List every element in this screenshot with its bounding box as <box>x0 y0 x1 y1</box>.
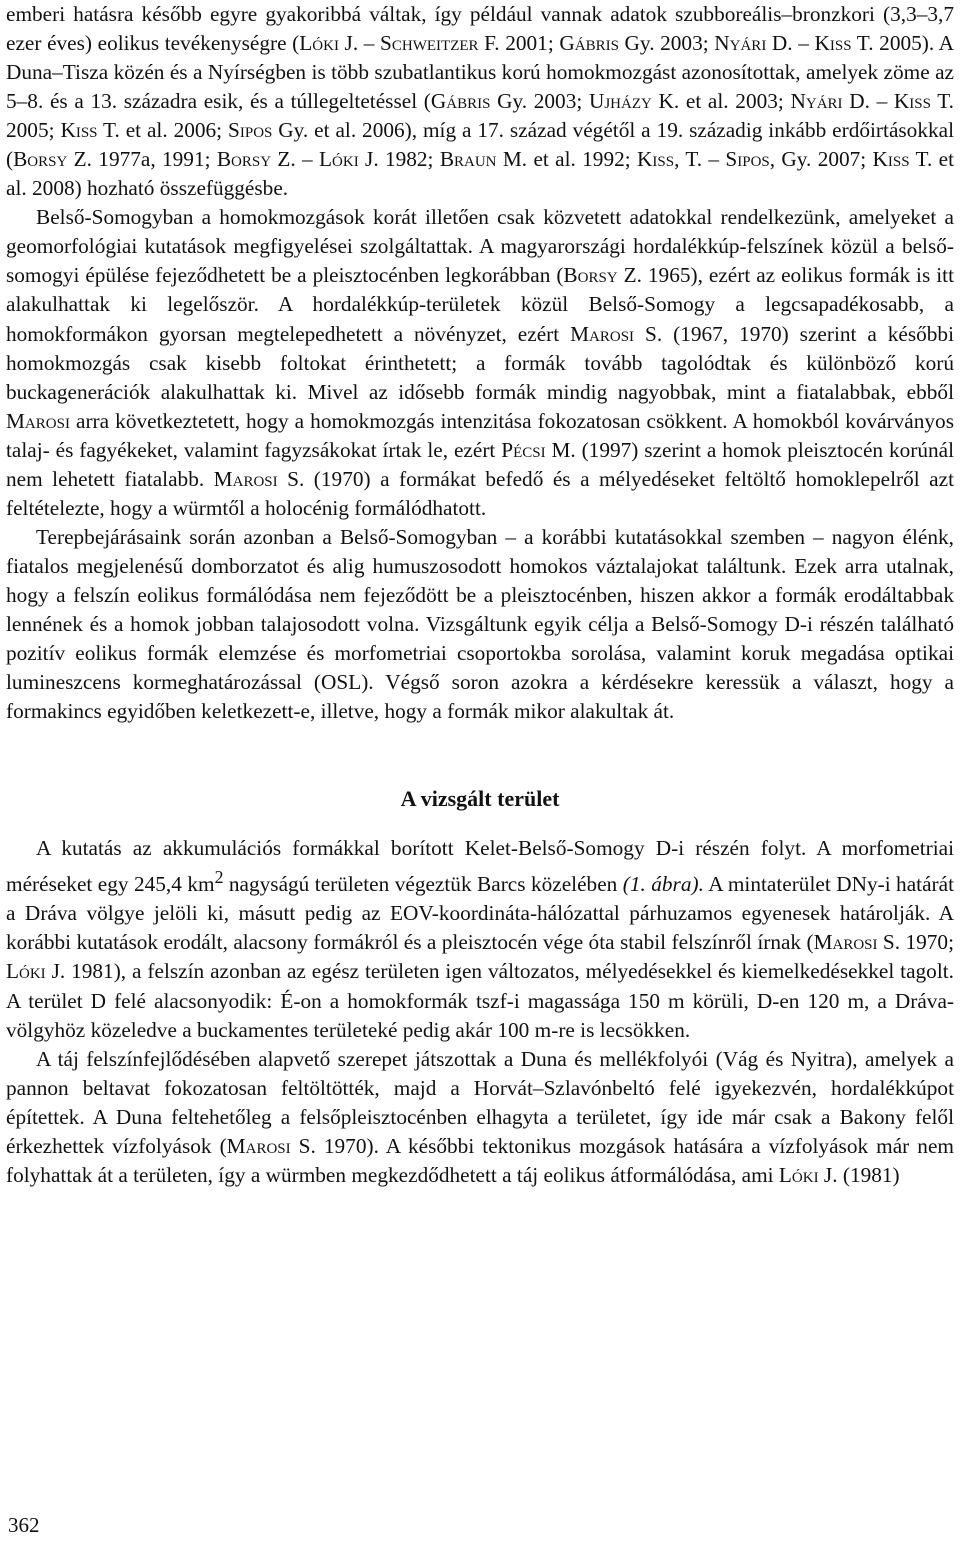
author-name: Nyári <box>790 89 843 114</box>
spacer <box>6 813 954 834</box>
text-run: T. 2005; <box>6 89 955 143</box>
paragraph <box>6 203 954 523</box>
text-run: , Gy. 2007; <box>769 147 873 172</box>
text-run: A táj felszínfejlődésében alapvető szerepet játszottak a Duna és mellékfolyói (Vág és Nyitra), amelyek a pannon beltavat fokozatosan feltöltötték, majd a Horvát–Szlavónbeltó felé igyekezvén, hordalékkúpot építettek. A Duna feltehetőleg a felsőpleisztocénben elhagyta a területet, így ide már csak a Bakony felől érkezhettek vízfolyások ( <box>6 1046 954 1158</box>
author-name: Sipos <box>725 147 770 172</box>
text-run: M. (1997) szerint a homok pleisztocén korúnál nem lehetett fiatalabb. <box>6 437 954 491</box>
paragraph <box>6 523 954 726</box>
author-name: Marosi <box>6 408 70 433</box>
author-name: Marosi <box>226 1133 291 1158</box>
author-name: Kiss <box>893 89 931 114</box>
text-run: S. 1970). A későbbi tektonikus mozgások hatására a vízfolyások már nem folyhattak át a területen, így a würmben megkezdődhetett a táj eolikus átformálódása, ami <box>6 1133 954 1187</box>
author-name: Pécsi <box>501 437 546 462</box>
text-run: Z. – <box>271 147 320 172</box>
author-name: Marosi <box>570 321 635 346</box>
text-run: T. et al. 2008) hozható összefüggésbe. <box>6 147 954 201</box>
author-name: Ujházy <box>588 89 652 114</box>
spacer <box>6 726 954 784</box>
text-run: Gy. 2003; <box>618 31 715 56</box>
text-run: J. 1982; <box>358 147 440 172</box>
text-run: D. – <box>842 89 894 114</box>
text-run: S. 1970; <box>877 930 955 955</box>
text-run: D. – <box>766 31 815 56</box>
author-name: Lóki <box>6 959 46 984</box>
author-name: Schweitzer <box>380 31 479 56</box>
author-name: Lóki <box>778 1162 819 1187</box>
text-run: Gy. et al. 2006), míg a 17. század végétől a 19. századig inkább erdőirtásokkal ( <box>6 118 954 172</box>
text-run: Z. 1977a, 1991; <box>67 147 217 172</box>
text-run: S. (1967, 1970) szerint a későbbi homokmozgás csak kisebb foltokat érinthetett; a formák tovább tagolódtak és különböző korú buckagenerációk alakulhattak ki. Mivel az idősebb formák mindig nagyobbak, mint a fiatalabbak, ebből <box>6 321 954 404</box>
figure-reference: (1. ábra). <box>622 872 704 897</box>
author-name: Lóki <box>299 31 339 56</box>
author-name: Gábris <box>430 89 491 114</box>
author-name: Sipos <box>228 118 273 143</box>
author-name: Kiss <box>60 118 98 143</box>
text-run: emberi hatásra később egyre gyakoribbá váltak, így például vannak adatok szubboreális–bronzkori (3,3–3,7 ezer éves) eolikus tevékenységre ( <box>6 2 954 56</box>
text-run: F. 2001; <box>478 31 560 56</box>
text-run: arra következtetett, hogy a homokmozgás intenzitása fokozatosan csökkent. A homokból kovárványos talaj- és fagyékeket, valamint fagyzsákokat írtak le, ezért <box>6 408 954 462</box>
paragraph <box>6 0 954 203</box>
author-name: Borsy <box>563 263 618 288</box>
paragraph <box>6 834 954 1044</box>
text-run: K. et al. 2003; <box>651 89 791 114</box>
page-number: 362 <box>8 1513 40 1537</box>
text-run: A kutatás az akkumulációs formákkal borított Kelet-Belső-Somogy D-i részén folyt. A morfometriai méréseket egy 245,4 km <box>6 836 954 897</box>
text-run: Belső-Somogyban a homokmozgások korát illetően csak közvetett adatokkal rendelkezünk, amelyeket a geomorfológiai kutatások megfigyelései szolgáltattak. A magyarországi hordalékkúp-felszínek közül a belső-somogyi épülése fejeződhetett be a pleisztocénben legkorábban ( <box>6 205 954 288</box>
author-name: Marosi <box>813 930 878 955</box>
author-name: Gábris <box>559 31 619 56</box>
text-run: J. (1981) <box>818 1162 900 1187</box>
author-name: Marosi <box>213 466 278 491</box>
author-name: Kiss <box>637 147 675 172</box>
author-name: Braun <box>439 147 497 172</box>
text-run: S. (1970) a formákat befedő és a mélyedéseket feltöltő homoklepelről azt feltételezte, hogy a würmtől a holocénig formálódhatott. <box>6 466 954 520</box>
text-run: Gy. 2003; <box>490 89 589 114</box>
text-run: J. 1981), a felszín azonban az egész területen igen változatos, mélyedésekkel és kiemelkedésekkel tagolt. A terület D felé alacsonyodik: É-on a homokformák tszf-i magassága 150 m körüli, D-en 120 m, a Dráva-völgyhöz közeledve a buckamentes területeké pedig akár 100 m-re is lecsökken. <box>6 959 954 1042</box>
author-name: Lóki <box>319 147 359 172</box>
author-name: Borsy <box>216 147 272 172</box>
paragraph <box>6 1045 954 1190</box>
article-page <box>6 0 954 1190</box>
text-run: T. et al. 2006; <box>97 118 229 143</box>
text-run: Z. 1965), ezért az eolikus formák is itt alakulhattak ki legelőször. A hordalékkúp-területek közül Belső-Somogy a legcsapadékosabb, a homokformákon gyorsan megtelepedhetett a növényzet, ezért <box>6 263 954 346</box>
text-run: A mintaterület DNy-i határát a Dráva völgye jelöli ki, másutt pedig az EOV-koordináta-hálózattal párhuzamos egyenesek határolják. A korábbi kutatások erodált, alacsony formákról és a pleisztocén vége óta stabil felszínről írnak ( <box>6 872 954 955</box>
text-run: T. 2005). A Duna–Tisza közén és a Nyírségben is több szubatlantikus korú homokmozgást azonosítottak, amelyek zöme az 5–8. és a 13. századra esik, és a túllegeltetéssel ( <box>6 31 955 114</box>
section-heading: A vizsgált terület <box>400 786 560 812</box>
text-run: nagyságú területen végeztük Barcs közelében <box>223 872 623 897</box>
author-name: Nyári <box>714 31 767 56</box>
text-run: , T. – <box>674 147 726 172</box>
author-name: Kiss <box>872 147 910 172</box>
text-run: Terepbejárásaink során azonban a Belső-Somogyban – a korábbi kutatásokkal szemben – nagyon élénk, fiatalos megjelenésű domborzatot és alig humuszosodott homokos váztаlajokat találtunk. Ezek arra utalnak, hogy a felszín eolikus formálódása nem fejeződött be a pleisztocénben, hiszen akkor a formák erodáltabbak lennének és a homok jobban talajosodott volna. Vizsgáltunk egyik célja a Belső-Somogy D-i részén található pozitív eolikus formák elemzése és morfometriai csoportokba sorolása, valamint koruk megadása optikai lumineszcens kormeghatározással (OSL). Végső soron azokra a kérdésekre keressük a választ, hogy a formakincs egyidőben keletkezett-e, illetve, hogy a formák mikor alakultak át. <box>6 524 954 724</box>
text-run: M. et al. 1992; <box>496 147 637 172</box>
author-name: Borsy <box>13 147 68 172</box>
author-name: Kiss <box>814 31 852 56</box>
superscript: 2 <box>214 867 224 888</box>
text-run: J. – <box>338 31 381 56</box>
